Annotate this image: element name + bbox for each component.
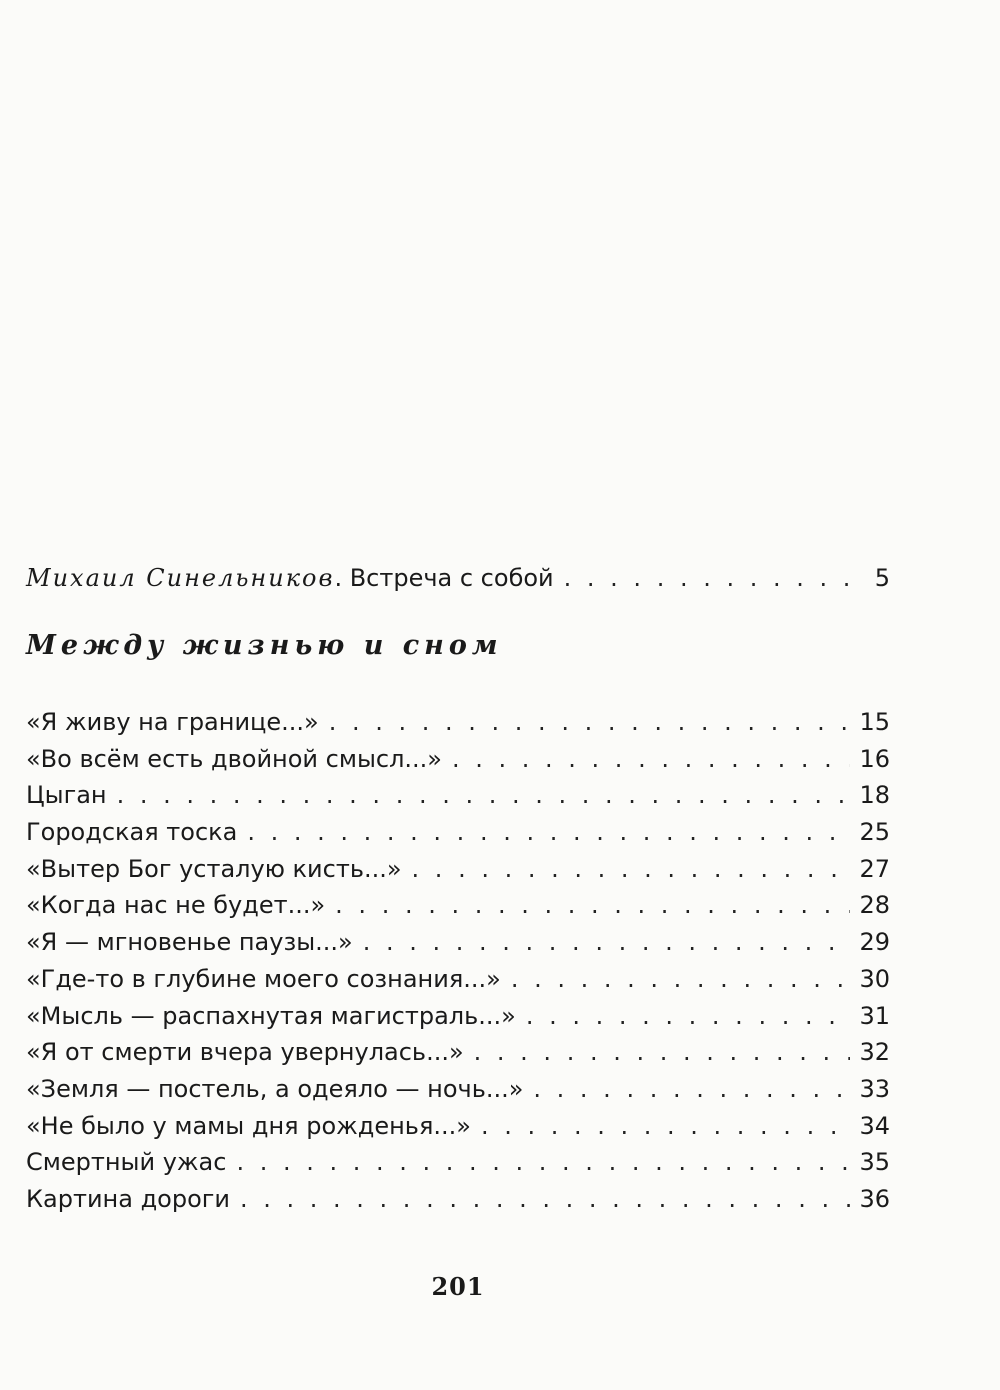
toc-entry <box>26 961 890 998</box>
entry-title: «Вытер Бог усталую кисть...» <box>26 854 402 883</box>
toc-entry <box>26 1144 890 1181</box>
page-number: 201 <box>431 1272 485 1301</box>
toc-entry <box>26 998 890 1035</box>
entry-title: «Во всём есть двойной смысл...» <box>26 744 442 773</box>
entry-title: «Земля — постель, а одеяло — ночь...» <box>26 1074 524 1103</box>
entry-title: Цыган <box>26 781 107 810</box>
toc-entry <box>26 777 890 814</box>
leader-dots <box>247 814 850 851</box>
section-title: Между жизнью и сном <box>26 630 503 661</box>
leader-dots <box>511 961 850 998</box>
toc-entry <box>26 1034 890 1071</box>
entry-page-number: 15 <box>859 708 890 736</box>
leader-dots <box>412 851 850 888</box>
leader-dots <box>474 1034 850 1071</box>
toc-entry <box>26 851 890 888</box>
entry-page-number: 18 <box>859 781 890 810</box>
entry-title: «Мысль — распахнутая магистраль...» <box>26 1001 516 1030</box>
entry-page-number: 29 <box>859 928 890 957</box>
toc-entry <box>26 887 890 924</box>
leader-dots <box>533 1071 850 1108</box>
entry-page-number: 35 <box>859 1148 890 1177</box>
leader-dots <box>335 887 850 924</box>
leader-dots <box>363 924 850 961</box>
toc-entry <box>26 924 890 961</box>
entry-page-number: 28 <box>859 891 890 920</box>
leader-dots <box>564 560 850 597</box>
intro-title: Встреча с собой <box>349 564 554 592</box>
toc-entry <box>26 704 890 741</box>
leader-dots <box>236 1144 850 1181</box>
entry-title: «Где-то в глубине моего сознания...» <box>26 964 501 993</box>
toc-intro <box>26 560 890 597</box>
toc-entry <box>26 741 890 778</box>
leader-dots <box>117 777 850 814</box>
entry-page-number: 33 <box>859 1074 890 1103</box>
toc-entry <box>26 1108 890 1145</box>
toc-list <box>26 704 890 1218</box>
leader-dots <box>452 741 850 778</box>
leader-dots <box>526 998 850 1035</box>
entry-title: «Я — мгновенье паузы...» <box>26 928 353 957</box>
entry-title: «Я от смерти вчера увернулась...» <box>26 1038 464 1067</box>
leader-dots <box>329 704 850 741</box>
entry-title: Картина дороги <box>26 1184 230 1213</box>
entry-title: «Я живу на границе...» <box>26 708 319 736</box>
toc-entry <box>26 1071 890 1108</box>
entry-title: «Когда нас не будет...» <box>26 891 326 920</box>
entry-page-number: 32 <box>859 1038 890 1067</box>
entry-title: Смертный ужас <box>26 1148 227 1177</box>
entry-page-number: 31 <box>859 1001 890 1030</box>
entry-page-number: 30 <box>859 964 890 993</box>
entry-title: Городская тоска <box>26 818 238 847</box>
entry-page-number: 36 <box>859 1184 890 1213</box>
intro-author: Михаил Синельников <box>26 564 335 592</box>
toc-entry <box>26 814 890 851</box>
entry-page-number: 34 <box>859 1111 890 1140</box>
entry-page-number: 16 <box>859 744 890 773</box>
entry-page-number: 25 <box>859 818 890 847</box>
entry-page-number: 27 <box>859 854 890 883</box>
leader-dots <box>240 1181 850 1218</box>
leader-dots <box>481 1108 850 1145</box>
intro-page-number: 5 <box>874 564 890 592</box>
toc-entry <box>26 1181 890 1218</box>
toc-entry-intro: Михаил Синельников. Встреча с собой . . . 5 <box>26 560 890 597</box>
entry-title: «Не было у мамы дня рожденья...» <box>26 1111 471 1140</box>
